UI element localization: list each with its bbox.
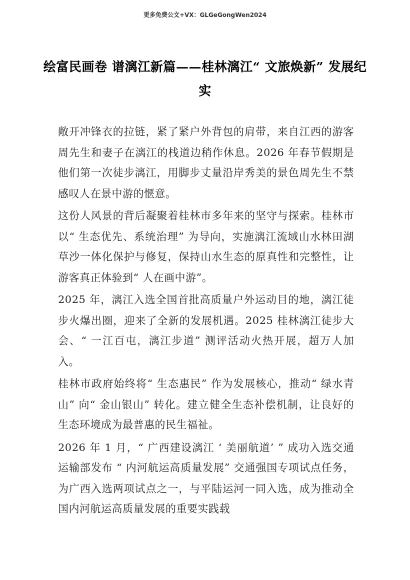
document-body	[58, 122, 354, 522]
body-paragraph: 桂林市政府始终将“ 生态惠民” 作为发展核心，推动“ 绿水青山” 向“ 金山银山” 转化。建立健全生态补偿机制，让良好的生态环境成为最普惠的民生福祉。	[58, 378, 354, 431]
body-paragraph: 这份人风景的背后凝聚着桂林市多年来的坚守与探索。桂林市以“ 生态优先、系统治理” 为导向，实施漓江流域山水林田湖草沙一体化保护与修复，保持山水生态的原真性和完整性，让游客真正体验到“ 人在画中游”。	[58, 210, 354, 284]
body-paragraph: 2025 年，漓江入选全国首批高质量户外运动目的地，漓江徒步火爆出圈，迎来了全新的发展机遇。2025 桂林漓江徒步大会、“ 一江百屯，漓江步道” 测评活动火热开展，超万人加入。	[58, 294, 354, 368]
body-paragraph: 敞开冲锋衣的拉链，紧了紧户外背包的肩带，来自江西的游客周先生和妻子在漓江的栈道边稍作休息。2026 年春节假期是他们第一次徒步漓江，用脚步丈量沿岸秀美的景色周先生不禁感叹人在景中游的惬意。	[58, 126, 354, 200]
page-header: 更多免费公文+VX：GLGeGongWen2024	[143, 12, 267, 19]
document-title: 绘富民画卷 谱漓江新篇——桂林漓江“ 文旅焕新” 发展纪实	[43, 59, 367, 98]
body-paragraph: 2026 年 1 月，“ 广西建设漓江 ‘ 美丽航道’ ” 成功入选交通运输部发布 “ 内河航运高质量发展” 交通强国专项试点任务，为广西入选两项试点之一，与平陆运河一同入选，成为推动全国内河航运高质量发展的重要实践载	[58, 441, 354, 515]
